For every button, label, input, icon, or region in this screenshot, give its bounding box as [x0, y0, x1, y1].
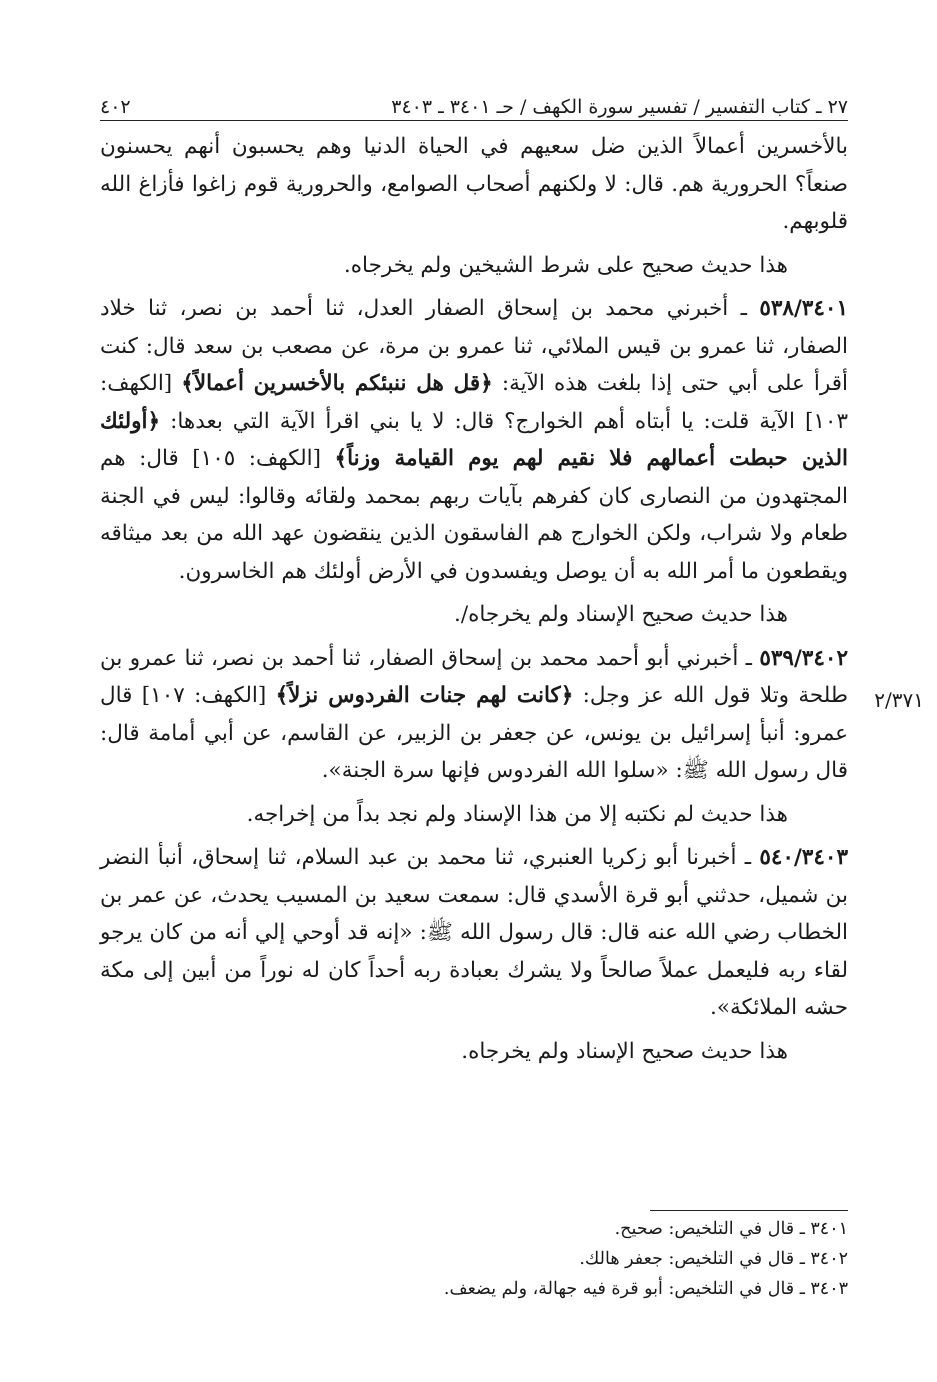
page-header [100, 84, 848, 118]
footnote: ٣٤٠٣ ـ قال في التلخيص: أبو قرة فيه جهالة، ولم يضعف. [443, 1279, 848, 1299]
paragraph-text: بالأخسرين أعمالاً الذين ضل سعيهم في الحياة الدنيا وهم يحسبون أنهم يحسنون صنعاً؟ الحرورية هم. قال: لا ولكنهم أصحاب الصوامع، والحرورية قوم زاغوا فأزاغ الله قلوبهم. [100, 134, 848, 234]
quran-verse: ﴿قل هل ننبئكم بالأخسرين أعمالاً﴾ [181, 371, 493, 396]
hadith-text: [الكهف: ١٠٧] قال عمرو: أنبأ إسرائيل بن يونس، عن جعفر بن الزبير، عن القاسم، عن أبي أمامة قال: قال رسول الله ﷺ: «سلوا الله الفردوس فإنها سرة الجنة». [100, 683, 848, 783]
hadith-3403 [100, 839, 848, 1027]
header-divider [100, 120, 848, 121]
paragraph [100, 128, 848, 241]
quran-verse: ﴿أولئك الذين حبطت أعمالهم فلا نقيم لهم يوم القيامة وزناً﴾ [100, 408, 848, 471]
footnote-divider [650, 1210, 848, 1211]
hadith-text: ـ أخبرني أبو أحمد محمد بن إسحاق الصفار، ثنا أحمد بن نصر، ثنا عمرو بن طلحة وتلا قول الله عز وجل: [100, 645, 848, 708]
grading-note [100, 596, 848, 634]
footnote: ٣٤٠١ ـ قال في التلخيص: صحيح. [614, 1219, 848, 1239]
hadith-text: [الكهف: ١٠٥] قال: هم المجتهدون من النصارى كان كفرهم بآيات ربهم بمحمد ولقائه وقالوا: ليس في الجنة طعام ولا شراب، ولكن الخوارج هم الفاسقون الذين ينقضون عهد الله من بعد ميثاقه ويقطعون ما أمر الله به أن يوصل ويفسدون في الأرض أولئك هم الخاسرون. [100, 446, 848, 584]
hadith-3402 [100, 640, 848, 790]
grading-note [100, 796, 848, 834]
paragraph-text: هذا حديث صحيح الإسناد ولم يخرجاه. [461, 1038, 788, 1064]
paragraph-text: هذا حديث لم نكتبه إلا من هذا الإسناد ولم نجد بداً من إخراجه. [246, 801, 788, 827]
paragraph-text: هذا حديث صحيح الإسناد ولم يخرجاه/. [454, 602, 788, 627]
grading-note [100, 1033, 848, 1071]
hadith-number: ٥٤٠/٣٤٠٣ [759, 845, 848, 870]
hadith-text: ـ أخبرنا أبو زكريا العنبري، ثنا محمد بن عبد السلام، ثنا إسحاق، أنبأ النضر بن شميل، حدثني أبو قرة الأسدي قال: سمعت سعيد بن المسيب يحدث، عن عمر بن الخطاب رضي الله عنه قال: قال رسول الله ﷺ: «إنه قد أوحي إلي أنه من كان يرجو لقاء ربه فليعمل عملاً صالحاً ولا يشرك بعبادة ربه أحداً كان له نوراً من أبين إلى مكة حشه الملائكة». [100, 845, 848, 1020]
quran-verse: ﴿كانت لهم جنات الفردوس نزلاً﴾ [275, 683, 574, 708]
hadith-number: ٥٣٨/٣٤٠١ [759, 296, 848, 321]
footnote: ٣٤٠٢ ـ قال في التلخيص: جعفر هالك. [579, 1249, 848, 1269]
grading-note [100, 247, 848, 285]
hadith-number: ٥٣٩/٣٤٠٢ [759, 645, 848, 671]
page-number: ٤٠٢ [100, 96, 131, 118]
footnotes [100, 1214, 848, 1304]
hadith-text: [الكهف: ١٠٣] الآية قلت: يا أبتاه أهم الخوارج؟ قال: لا يا بني اقرأ الآية التي بعدها: [100, 371, 848, 434]
margin-reference: ٢/٣٧١ [874, 688, 924, 712]
paragraph-text: هذا حديث صحيح على شرط الشيخين ولم يخرجاه. [343, 252, 788, 278]
running-title: ٢٧ ـ كتاب التفسير / تفسير سورة الكهف / حـ ٣٤٠١ ـ ٣٤٠٣ [391, 96, 848, 118]
hadith-3401 [100, 290, 848, 590]
hadith-text: ـ أخبرني محمد بن إسحاق الصفار العدل، ثنا أحمد بن نصر، ثنا خلاد الصفار، ثنا عمرو بن قيس الملائي، ثنا عمرو بن مرة، عن مصعب بن سعد قال: كنت أقرأ على أبي حتى إذا بلغت هذه الآية: [100, 296, 848, 396]
main-text [100, 128, 848, 1076]
